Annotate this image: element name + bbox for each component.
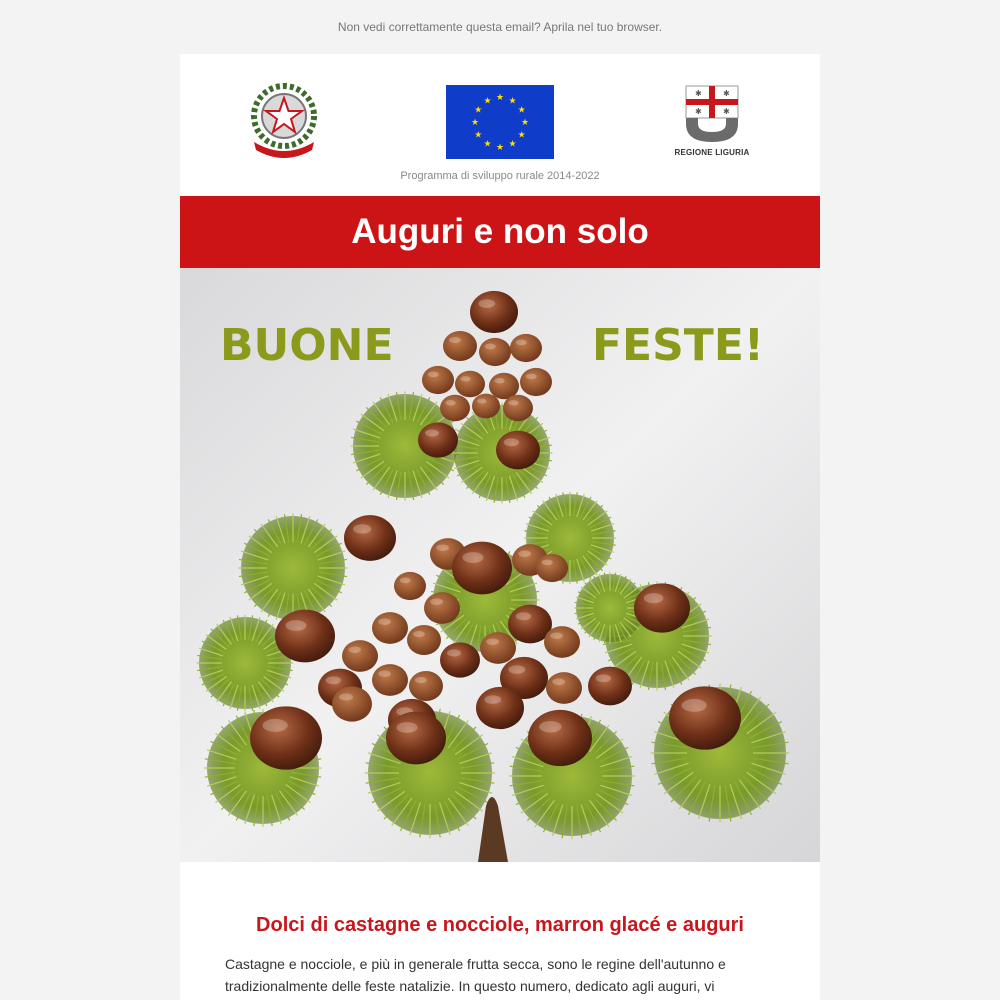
program-caption: Programma di sviluppo rurale 2014-2022 <box>400 170 600 182</box>
chestnut <box>344 515 396 561</box>
hazelnut <box>510 334 542 362</box>
hazelnut <box>332 686 372 721</box>
chestnut <box>275 610 335 663</box>
eu-star-icon: ★ <box>517 130 526 141</box>
hazelnut <box>372 664 408 696</box>
preheader <box>0 0 1000 54</box>
hazelnut <box>546 672 582 704</box>
eu-star-icon: ★ <box>508 96 517 107</box>
chestnut <box>496 431 540 470</box>
eu-star-icon: ★ <box>474 105 483 116</box>
hazelnut <box>372 612 408 644</box>
hazelnut <box>472 394 500 419</box>
eu-star-icon: ★ <box>520 118 530 128</box>
svg-text:✱: ✱ <box>695 107 702 116</box>
hazelnut <box>409 671 443 701</box>
hazelnut <box>479 338 511 366</box>
chestnut <box>418 422 458 457</box>
hazelnut <box>536 554 568 582</box>
emblema-repubblica-italiana-icon <box>248 80 320 158</box>
hazelnut <box>443 331 477 361</box>
svg-text:✱: ✱ <box>723 107 730 116</box>
liguria-label: REGIONE LIGURIA <box>674 148 750 157</box>
chestnut <box>470 291 518 333</box>
hazelnut <box>394 572 426 600</box>
hazelnut <box>520 368 552 396</box>
chestnut-christmas-tree-image <box>180 268 820 862</box>
feste-text: FESTE! <box>592 320 764 371</box>
newsletter-title: Auguri e non solo <box>351 212 649 251</box>
eu-star-icon: ★ <box>483 139 492 150</box>
chestnut <box>669 686 741 749</box>
hazelnut <box>544 626 580 658</box>
view-in-browser-link[interactable]: Non vedi correttamente questa email? Aprila nel tuo browser. <box>337 20 663 34</box>
svg-text:✱: ✱ <box>723 89 730 98</box>
hazelnut <box>422 366 454 394</box>
hazelnut <box>424 592 460 624</box>
hazelnut <box>480 632 516 664</box>
chestnut <box>250 706 322 769</box>
eu-star-icon: ★ <box>483 96 492 107</box>
svg-text:✱: ✱ <box>695 89 702 98</box>
regione-liguria-logo-icon <box>672 82 752 162</box>
chestnut <box>440 642 480 677</box>
buone-text: BUONE <box>220 320 394 371</box>
email-card <box>180 54 820 1000</box>
eu-star-icon: ★ <box>474 130 483 141</box>
hazelnut <box>455 371 485 397</box>
eu-star-icon: ★ <box>495 143 505 153</box>
article-body: Castagne e nocciole, e più in generale frutta secca, sono le regine dell'autunno e tradizionalmente delle feste natalizie. In questo numero, dedicato agli auguri, vi <box>225 956 726 994</box>
chestnut <box>452 542 512 595</box>
hero-image[interactable] <box>180 268 820 862</box>
chestnut <box>386 712 446 765</box>
title-band <box>180 196 820 268</box>
chestnut <box>476 687 524 729</box>
chestnut <box>528 710 592 766</box>
eu-star-icon: ★ <box>508 139 517 150</box>
eu-flag-icon <box>446 85 554 159</box>
hazelnut <box>342 640 378 672</box>
eu-star-icon: ★ <box>517 105 526 116</box>
chestnut <box>634 583 690 632</box>
eu-star-icon: ★ <box>470 118 480 128</box>
chestnut <box>588 667 632 706</box>
hazelnut <box>440 395 470 421</box>
eu-star-icon: ★ <box>495 93 505 103</box>
hazelnut <box>503 395 533 421</box>
article-title: Dolci di castagne e nocciole, marron glacé e auguri <box>256 914 744 936</box>
logos-header <box>180 54 820 196</box>
hazelnut <box>407 625 441 655</box>
